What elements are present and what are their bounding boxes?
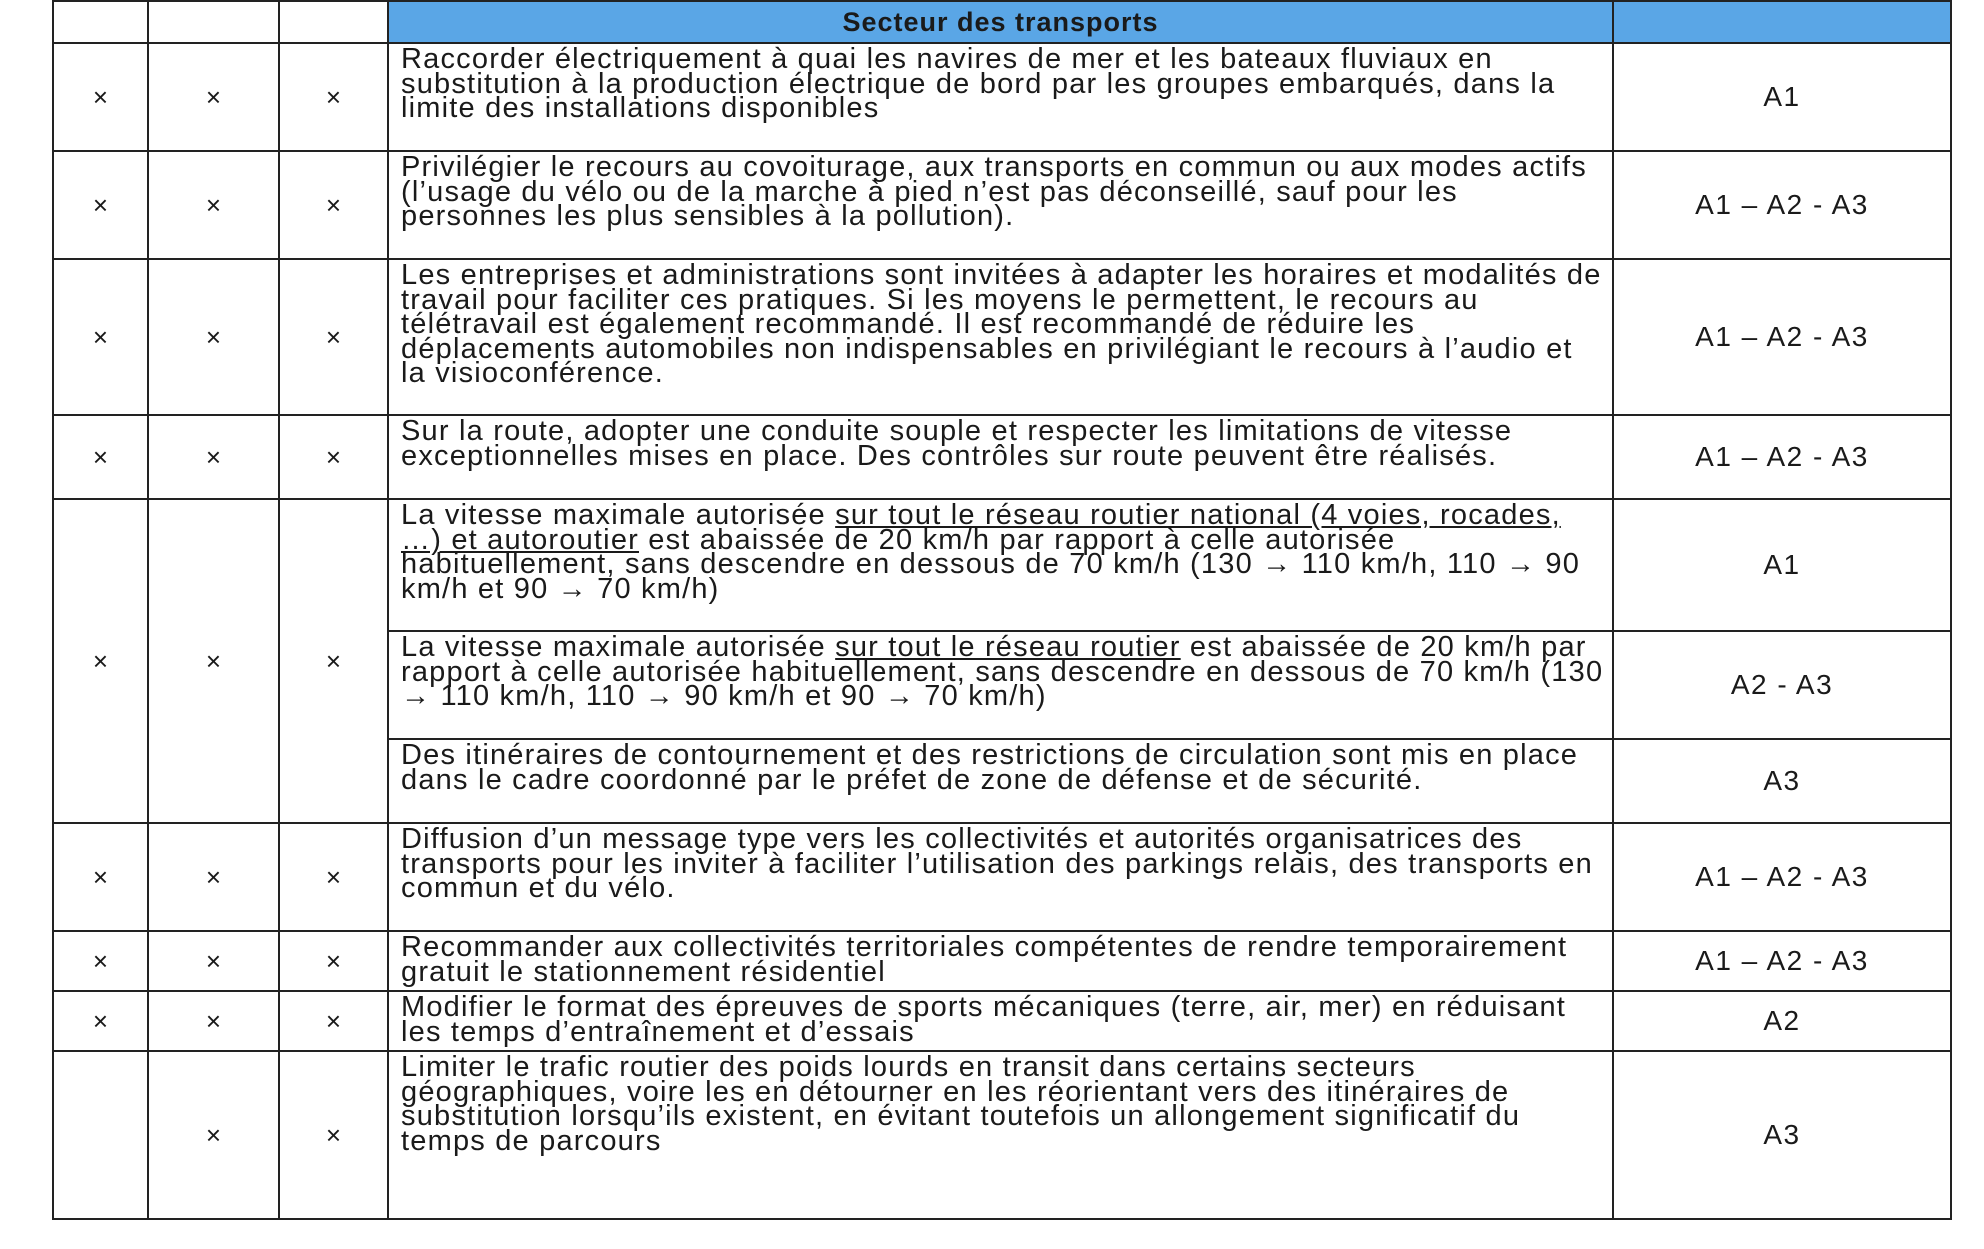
alert-level: A1	[1613, 43, 1951, 151]
measure-text-part: est abaissée de 20 km/h par rapport à celle autorisée habituellement, sans descendre en dessous de 70 km/h (130 → 110 km/h, 110 → 90 km/h et 90 → 70 km/h)	[401, 523, 1581, 605]
mark-cell: ×	[148, 499, 279, 823]
section-header-row	[53, 1, 1951, 43]
table-row	[53, 931, 1951, 991]
mark-cell: ×	[279, 931, 388, 991]
measure-text: Les entreprises et administrations sont invitées à adapter les horaires et modalités de travail pour faciliter ces pratiques. Si les moyens le permettent, le recours au télétravail est également recommandé. Il est recommandé de réduire les déplacements automobiles non indispensables en privilégiant le recours à l’audio et la visioconférence.	[388, 259, 1613, 415]
measure-text: Diffusion d’un message type vers les collectivités et autorités organisatrices des transports pour les inviter à faciliter l’utilisation des parkings relais, des transports en commun et du vélo.	[388, 823, 1613, 931]
alert-level: A1	[1613, 499, 1951, 631]
mark-cell: ×	[279, 43, 388, 151]
alert-level: A1 – A2 - A3	[1613, 151, 1951, 259]
mark-cell: ×	[148, 823, 279, 931]
alert-level: A2	[1613, 991, 1951, 1051]
table-row	[53, 151, 1951, 259]
mark-cell: ×	[148, 931, 279, 991]
alert-level: A1 – A2 - A3	[1613, 259, 1951, 415]
alert-level: A3	[1613, 739, 1951, 823]
table-row	[53, 991, 1951, 1051]
measure-text: Limiter le trafic routier des poids lourds en transit dans certains secteurs géographiques, voire les en détourner en les réorientant vers des itinéraires de substitution lorsqu’ils existent, en évitant toutefois un allongement significatif du temps de parcours	[388, 1051, 1613, 1219]
mark-cell: ×	[148, 259, 279, 415]
alert-level: A2 - A3	[1613, 631, 1951, 739]
mark-cell: ×	[279, 259, 388, 415]
mark-cell: ×	[279, 499, 388, 823]
alert-level: A3	[1613, 1051, 1951, 1219]
mark-cell: ×	[279, 991, 388, 1051]
measures-table	[52, 0, 1952, 1220]
mark-cell: ×	[53, 931, 148, 991]
measure-text-part: est abaissée de 20 km/h par rapport à celle autorisée habituellement, sans descendre en dessous de 70 km/h (130 → 110 km/h, 110 → 90 km/h et 90 → 70 km/h)	[401, 631, 1604, 712]
measure-text-underlined: sur tout le réseau routier	[835, 631, 1181, 663]
measure-text	[388, 499, 1613, 631]
header-empty-cell	[53, 1, 148, 43]
section-title: Secteur des transports	[388, 1, 1613, 43]
mark-cell: ×	[53, 991, 148, 1051]
mark-cell: ×	[53, 823, 148, 931]
header-level-cell	[1613, 1, 1951, 43]
measure-text: Des itinéraires de contournement et des restrictions de circulation sont mis en place dans le cadre coordonné par le préfet de zone de défense et de sécurité.	[388, 739, 1613, 823]
measure-text: Raccorder électriquement à quai les navires de mer et les bateaux fluviaux en substitution à la production électrique de bord par les groupes embarqués, dans la limite des installations disponibles	[388, 43, 1613, 151]
measure-text: Recommander aux collectivités territoriales compétentes de rendre temporairement gratuit le stationnement résidentiel	[388, 931, 1613, 991]
mark-cell: ×	[53, 43, 148, 151]
measure-text-part: La vitesse maximale autorisée	[401, 499, 836, 531]
mark-cell: ×	[148, 43, 279, 151]
mark-cell: ×	[148, 415, 279, 499]
mark-cell: ×	[53, 499, 148, 823]
mark-cell: ×	[53, 415, 148, 499]
measure-text	[388, 631, 1613, 739]
header-empty-cell	[279, 1, 388, 43]
mark-cell: ×	[279, 823, 388, 931]
mark-cell: ×	[148, 1051, 279, 1219]
mark-cell: ×	[148, 991, 279, 1051]
alert-level: A1 – A2 - A3	[1613, 931, 1951, 991]
mark-cell: ×	[148, 151, 279, 259]
table-row	[53, 259, 1951, 415]
mark-cell	[53, 1051, 148, 1219]
header-empty-cell	[148, 1, 279, 43]
table-row	[53, 1051, 1951, 1219]
measure-text-underlined: sur tout le réseau routier national (4 voies, rocades, …) et autoroutier	[401, 499, 1561, 556]
table-row	[53, 823, 1951, 931]
mark-cell: ×	[53, 151, 148, 259]
alert-level: A1 – A2 - A3	[1613, 415, 1951, 499]
mark-cell: ×	[53, 259, 148, 415]
table-row	[53, 499, 1951, 631]
mark-cell: ×	[279, 415, 388, 499]
table-row	[53, 415, 1951, 499]
mark-cell: ×	[279, 1051, 388, 1219]
measure-text: Privilégier le recours au covoiturage, aux transports en commun ou aux modes actifs (l’usage du vélo ou de la marche à pied n’est pas déconseillé, sauf pour les personnes les plus sensibles à la pollution).	[388, 151, 1613, 259]
measure-text-part: La vitesse maximale autorisée	[401, 631, 836, 663]
mark-cell: ×	[279, 151, 388, 259]
measure-text: Modifier le format des épreuves de sports mécaniques (terre, air, mer) en réduisant les temps d’entraînement et d’essais	[388, 991, 1613, 1051]
alert-level: A1 – A2 - A3	[1613, 823, 1951, 931]
measure-text: Sur la route, adopter une conduite souple et respecter les limitations de vitesse exceptionnelles mises en place. Des contrôles sur route peuvent être réalisés.	[388, 415, 1613, 499]
measures-table-sheet	[52, 0, 1950, 1220]
table-row	[53, 43, 1951, 151]
